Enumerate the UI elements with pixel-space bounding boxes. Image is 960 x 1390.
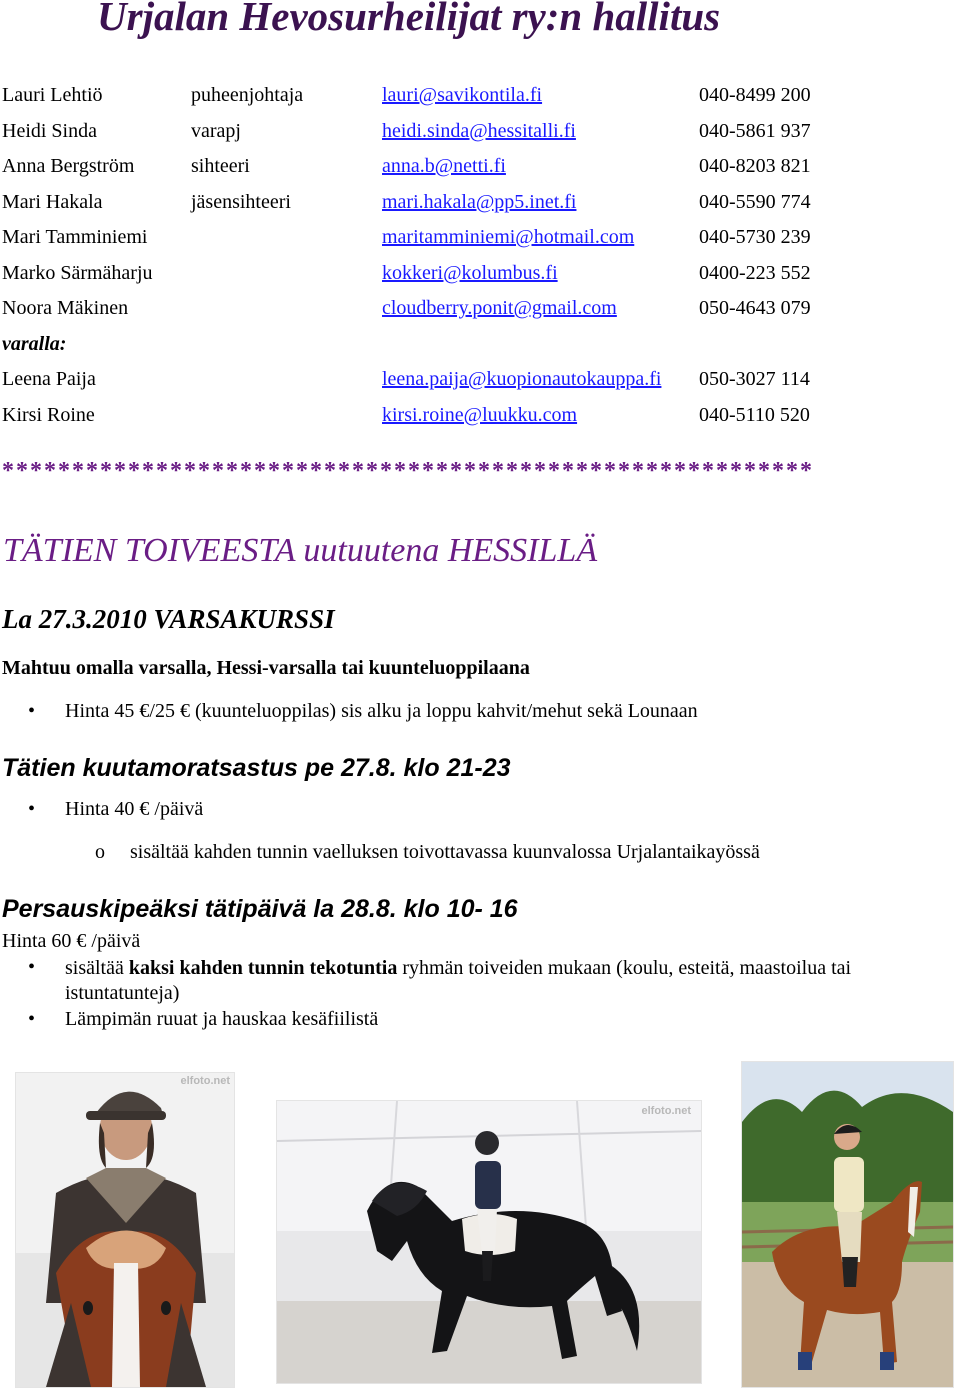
watermark-text: elfoto.net	[641, 1105, 691, 1117]
persaus-food: Lämpimän ruuat ja hauskaa kesäfiilistä	[65, 1008, 379, 1030]
member-email-link[interactable]: heidi.sinda@hessitalli.fi	[382, 119, 576, 142]
board-member-row	[2, 222, 902, 258]
member-email-link[interactable]: mari.hakala@pp5.inet.fi	[382, 190, 577, 213]
photo-rider-cap	[15, 1072, 235, 1388]
promo-heading: TÄTIEN TOIVEESTA uutuutena HESSILLÄ	[3, 532, 598, 569]
varalla-row	[2, 329, 902, 365]
outdoor-rider-image	[742, 1062, 953, 1387]
page-title: Urjalan Hevosurheilijat ry:n hallitus	[97, 0, 721, 39]
member-name: Noora Mäkinen	[2, 297, 129, 319]
board-list	[2, 80, 902, 435]
board-member-row	[2, 187, 902, 223]
board-member-row	[2, 151, 902, 187]
bullet-icon: •	[28, 956, 36, 978]
photo-outdoor-rider	[741, 1061, 954, 1388]
kuutamo-price: Hinta 40 € /päivä	[65, 798, 204, 820]
bullet-icon: •	[28, 700, 36, 722]
persaus-price: Hinta 60 € /päivä	[2, 930, 141, 952]
varsakurssi-heading: La 27.3.2010 VARSAKURSSI	[2, 604, 335, 634]
bullet-icon: •	[28, 1008, 36, 1030]
member-name: Marko Särmäharju	[2, 261, 153, 284]
member-email-link[interactable]: anna.b@netti.fi	[382, 155, 506, 177]
member-name: Lauri Lehtiö	[2, 84, 103, 106]
deputy-phone: 050-3027 114	[699, 368, 810, 390]
member-email-link[interactable]: lauri@savikontila.fi	[382, 84, 543, 106]
deputy-name: Leena Paija	[2, 368, 96, 390]
member-role: puheenjohtaja	[191, 84, 304, 106]
star-divider: **********************************************************	[2, 458, 814, 484]
member-name: Mari Tamminiemi	[2, 226, 148, 248]
member-phone: 040-5730 239	[699, 226, 811, 248]
watermark-text: elfoto.net	[180, 1075, 230, 1087]
kuutamo-detail: sisältää kahden tunnin vaelluksen toivottavassa kuunvalossa Urjalantaikayössä	[130, 841, 760, 863]
persaus-detail: sisältää kaksi kahden tunnin tekotuntia ryhmän toiveiden mukaan (koulu, esteitä, maastoilua tai istuntatunteja)	[65, 957, 852, 1004]
member-name: Anna Bergström	[2, 155, 135, 177]
persaus-detail-bold: kaksi kahden tunnin tekotuntia	[128, 957, 398, 979]
varalla-label: varalla:	[2, 332, 67, 355]
member-email-link[interactable]: cloudberry.ponit@gmail.com	[382, 297, 617, 319]
member-role: varapj	[191, 119, 241, 142]
member-role: jäsensihteeri	[191, 190, 291, 213]
board-member-row	[2, 116, 902, 152]
deputy-name: Kirsi Roine	[2, 403, 95, 426]
bullet-icon: •	[28, 798, 36, 820]
persaus-heading: Persauskipeäksi tätipäivä la 28.8. klo 10- 16	[2, 895, 518, 923]
board-member-row	[2, 80, 902, 116]
member-email-link[interactable]: kokkeri@kolumbus.fi	[382, 261, 558, 284]
varsakurssi-price: Hinta 45 €/25 € (kuunteluoppilas) sis alku ja loppu kahvit/mehut sekä Lounaan	[65, 700, 698, 722]
kuutamo-heading: Tätien kuutamoratsastus pe 27.8. klo 21-23	[2, 754, 511, 782]
member-phone: 040-8499 200	[699, 84, 811, 106]
member-name: Mari Hakala	[2, 190, 103, 213]
photo-black-horse	[276, 1100, 702, 1384]
deputy-email-link[interactable]: leena.paija@kuopionautokauppa.fi	[382, 368, 662, 390]
member-phone: 050-4643 079	[699, 297, 811, 319]
board-member-row	[2, 293, 902, 329]
member-phone: 040-5861 937	[699, 119, 811, 142]
member-email-link[interactable]: maritamminiemi@hotmail.com	[382, 226, 635, 248]
board-member-row	[2, 258, 902, 294]
member-phone: 040-8203 821	[699, 155, 811, 177]
member-phone: 040-5590 774	[699, 190, 811, 213]
member-name: Heidi Sinda	[2, 119, 97, 142]
deputy-row	[2, 364, 902, 400]
member-phone: 0400-223 552	[699, 261, 811, 284]
varsakurssi-intro: Mahtuu omalla varsalla, Hessi-varsalla tai kuunteluoppilaana	[2, 657, 530, 679]
rider-cap-image	[16, 1073, 234, 1387]
deputy-phone: 040-5110 520	[699, 403, 810, 426]
black-horse-image	[277, 1101, 701, 1383]
deputy-email-link[interactable]: kirsi.roine@luukku.com	[382, 403, 578, 426]
deputy-row	[2, 400, 902, 436]
member-role: sihteeri	[191, 155, 250, 177]
sub-bullet-icon: o	[95, 841, 105, 863]
